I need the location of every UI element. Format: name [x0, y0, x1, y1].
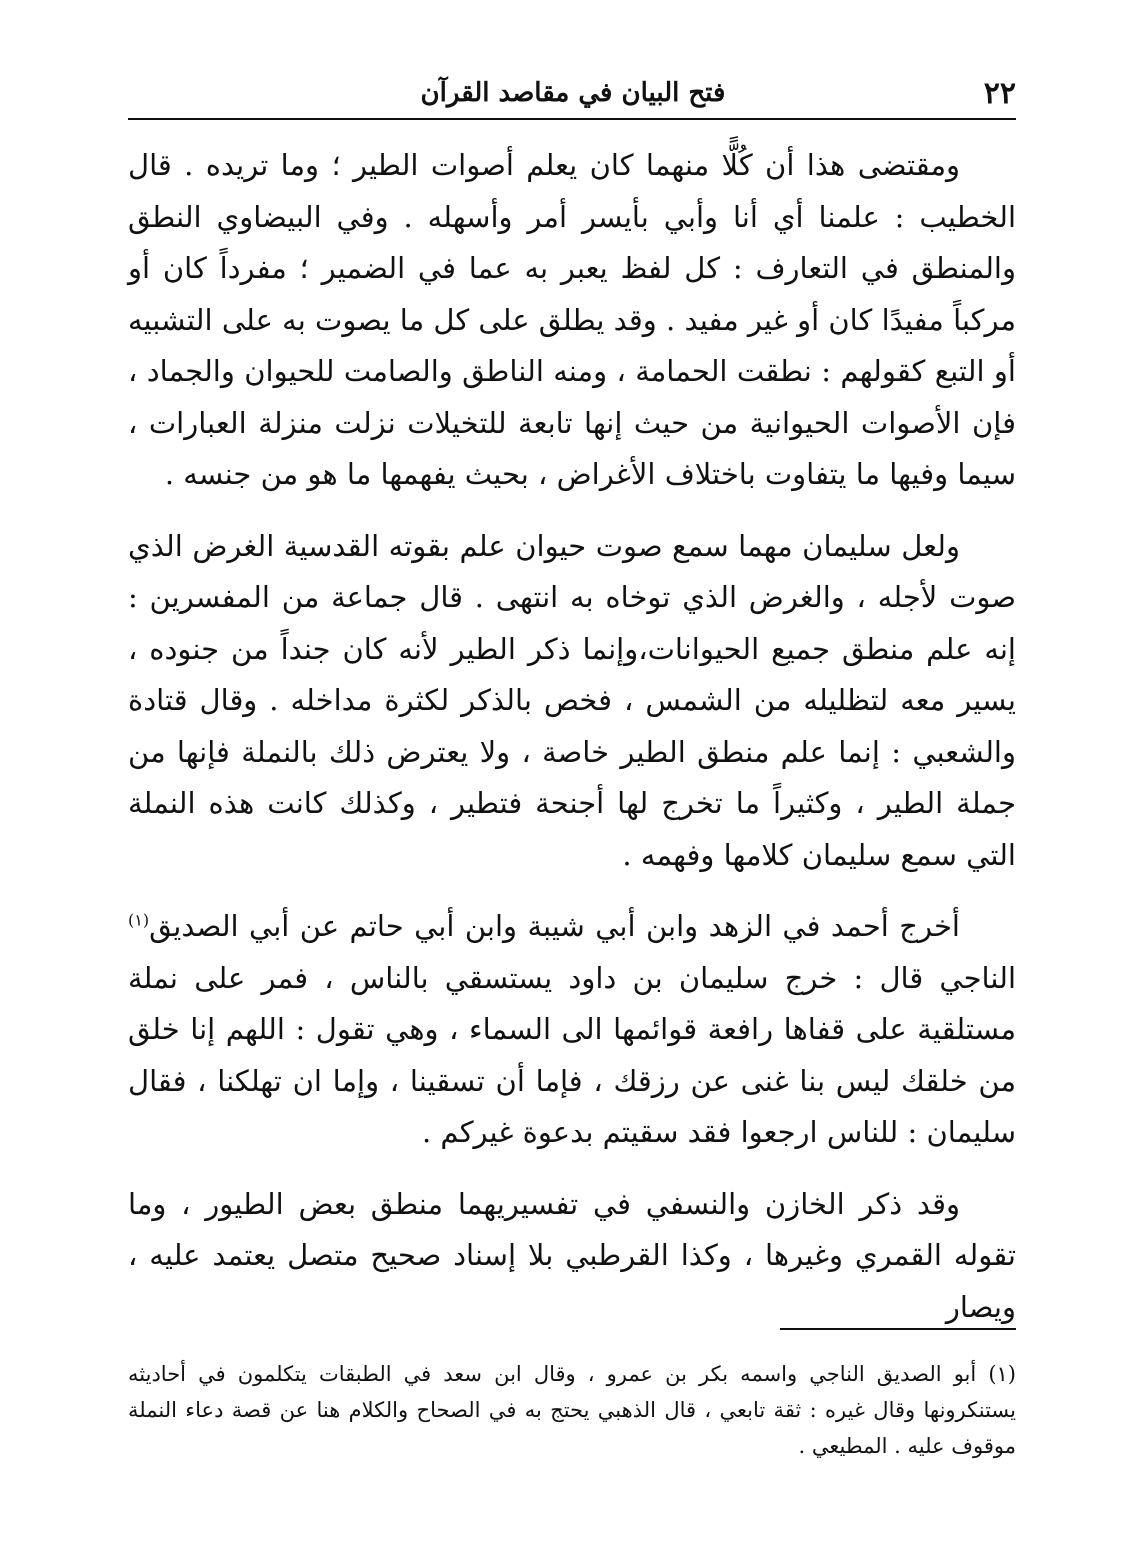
footnote-reference: (١) [128, 910, 150, 930]
main-text [128, 140, 1016, 1353]
running-title: فتح البيان في مقاصد القرآن [420, 78, 726, 108]
paragraph: ولعل سليمان مهما سمع صوت حيوان علم بقوته القدسية الغرض الذي صوت لأجله ، والغرض الذي توخاه به انتهى . قال جماعة من المفسرين : إنه علم منطق جميع الحيوانات،وإنما ذكر الطير لأنه كان جنداً من جنوده ، يسير معه لتظليله من الشمس ، فخص بالذكر لكثرة مداخله . وقال قتادة والشعبي : إنما علم منطق الطير خاصة ، ولا يعترض ذلك بالنملة فإنها من جملة الطير ، وكثيراً ما تخرج لها أجنحة فتطير ، وكذلك كانت هذه النملة التي سمع سليمان كلامها وفهمه . [128, 528, 1016, 872]
paragraph: ومقتضى هذا أن كُلًّا منهما كان يعلم أصوات الطير ؛ وما تريده . قال الخطيب : علمنا أي أنا وأبي بأيسر أمر وأسهله . وفي البيضاوي النطق والمنطق في التعارف : كل لفظ يعبر به عما في الضمير ؛ مفرداً كان أو مركباً مفيدًا كان أو غير مفيد . وقد يطلق على كل ما يصوت به على التشبيه أو التبع كقولهم : نطقت الحمامة ، ومنه الناطق والصامت للحيوان والجماد ، فإن الأصوات الحيوانية من حيث إنها تابعة للتخيلات نزلت منزلة العبارات ، سيما وفيها ما يتفاوت باختلاف الأغراض ، بحيث يفهمها ما هو من جنسه . [128, 148, 1016, 491]
footnote-separator [780, 1328, 1016, 1330]
paragraph: وقد ذكر الخازن والنسفي في تفسيريهما منطق بعض الطيور ، وما تقوله القمري وغيرها ، وكذا القرطبي بلا إسناد صحيح متصل يعتمد عليه ، ويصار [128, 1186, 1016, 1324]
paragraph-text: الناجي قال : خرج سليمان بن داود يستسقي بالناس ، فمر على نملة مستلقية على قفاها رافعة قوائمها الى السماء ، وهي تقول : اللهم إنا خلق من خلقك ليس بنا غنى عن رزقك ، فإما أن تسقينا ، وإما ان تهلكنا ، فقال سليمان : للناس ارجعوا فقد سقيتم بدعوة غيركم . [128, 960, 1016, 1149]
footnote: (١) أبو الصديق الناجي واسمه بكر بن عمرو ، وقال ابن سعد في الطبقات يتكلمون في أحاديثه يستنكرونها وقال غيره : ثقة تابعي ، قال الذهبي يحتج به في الصحاح والكلام هنا عن قصة دعاء النملة موقوف عليه . المطيعي . [128, 1362, 1016, 1458]
paragraph-text: أخرج أحمد في الزهد وابن أبي شيبة وابن أبي حاتم عن أبي الصديق [149, 909, 960, 943]
header-rule [128, 118, 1016, 120]
page-header [128, 72, 1018, 118]
page-number: ٢٢ [983, 76, 1016, 111]
paragraph [128, 901, 1016, 1159]
footnotes [128, 1356, 1016, 1464]
